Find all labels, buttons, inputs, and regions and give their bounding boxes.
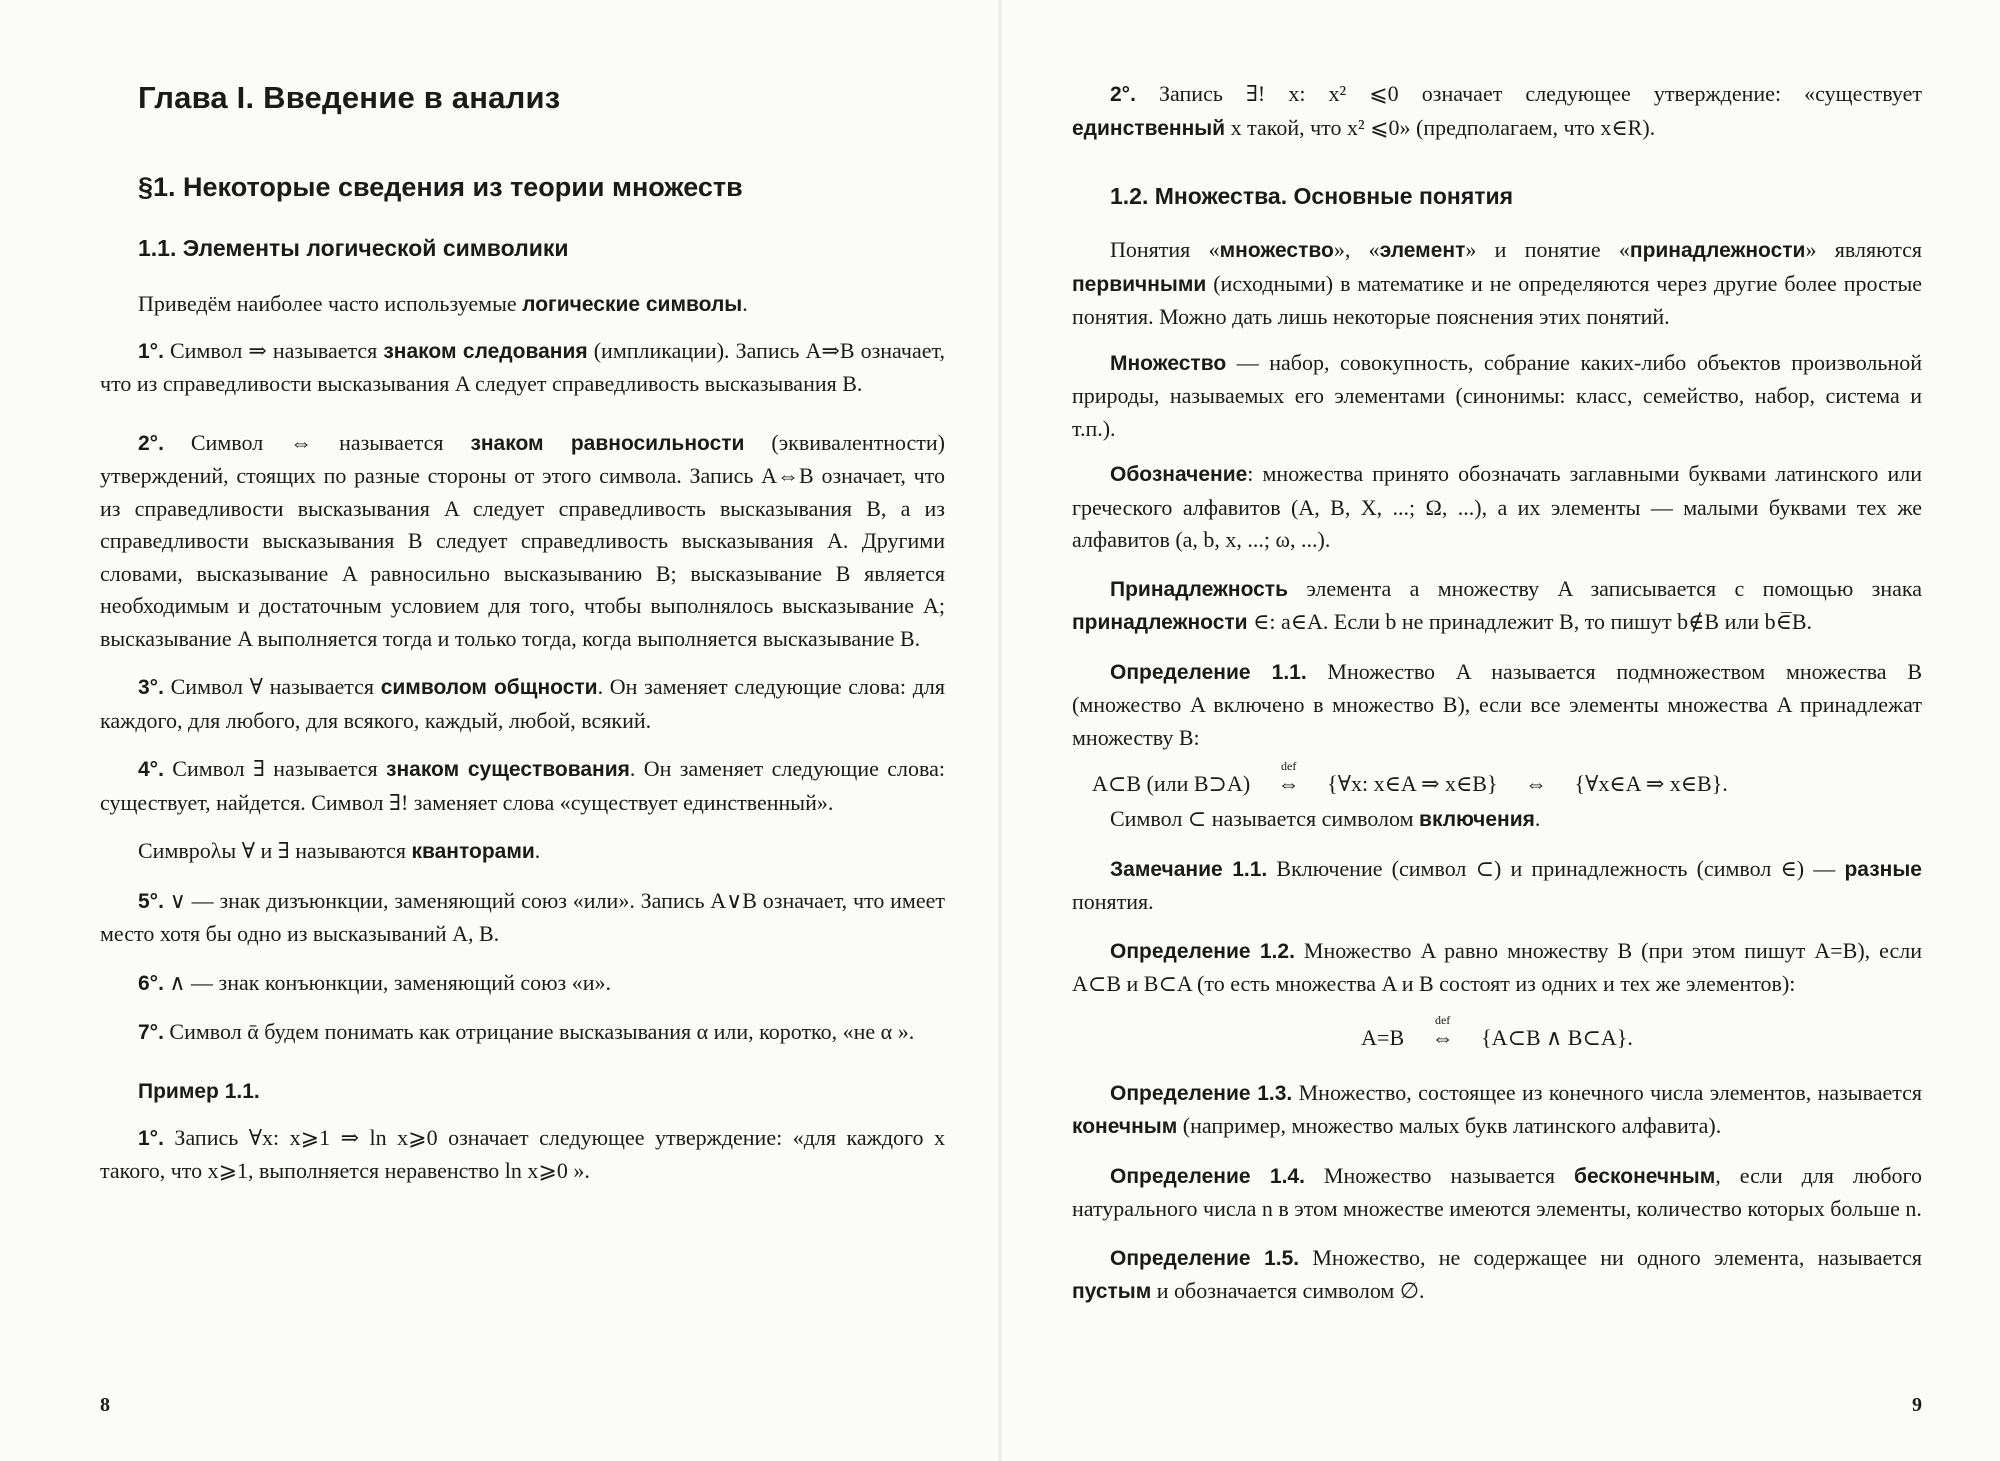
intro-paragraph: Приведём наиболее часто используемые логические символы. <box>138 291 748 316</box>
definition-1-3: Определение 1.3. Множество, состоящее из конечного числа элементов, называется конечным (например, множество малых букв латинского алфавита). <box>1072 1079 1922 1138</box>
inclusion-paragraph: Символ ⊂ называется символом включения. <box>1110 806 1541 831</box>
formula-subset-right: {∀x∈A ⇒ x∈B}. <box>1574 771 1728 796</box>
equivalence-arrow: ⇔ <box>1525 771 1548 796</box>
page-number-left: 8 <box>100 1394 110 1416</box>
example-2: 2°. Запись ∃! x: x² ⩽0 означает следующее утверждение: «существует единственный x такой, что x² ⩽0» (предполагаем, что x∈R). <box>1072 81 1922 140</box>
def-equivalence-arrow-2: def ⇔ <box>1431 1012 1454 1050</box>
example-title: Пример 1.1. <box>138 1079 260 1103</box>
concepts-paragraph: Понятия «множество», «элемент» и понятие «принадлежности» являются первичными (исходными) в математике и не определяются через другие более простые понятия. Можно дать лишь некоторые пояснения этих понятий. <box>1072 237 1923 329</box>
item-2: 2°. Символ ⇔ называется знаком равносильности (эквивалентности) утверждений, стоящих по разные стороны от этого символа. Запись A⇔B означает, что из справедливости высказывания A следует справедливость высказывания B, а из справедливости высказывания B следует справедливость высказывания A. Другими словами, высказывание A равносильно высказыванию B; высказывание B является необходимым и достаточным условием для того, чтобы выполнялось высказывание A; высказывание A выполняется тогда и только тогда, когда выполняется высказывание B. <box>100 429 946 651</box>
remark-1-1: Замечание 1.1. Включение (символ ⊂) и принадлежность (символ ∈) — разные понятия. <box>1072 855 1922 914</box>
def-equivalence-arrow: def ⇔ <box>1277 759 1300 796</box>
formula-subset-mid: {∀x: x∈A ⇒ x∈B} <box>1327 771 1498 796</box>
page-number-right: 9 <box>1912 1394 1922 1416</box>
formula-subset-left: A⊂B (или B⊃A) <box>1092 771 1251 796</box>
formula-equality-right: {A⊂B ∧ B⊂A}. <box>1481 1024 1633 1050</box>
item-3: 3°. Символ ∀ называется символом общности. Он заменяет следующие слова: для каждого, для любого, для всякого, каждый, любой, всякий. <box>100 674 945 733</box>
definition-1-2: Определение 1.2. Множество A равно множеству B (при этом пишут A=B), если A⊂B и B⊂A (то есть множества A и B состоят из одних и тех же элементов): <box>1072 937 1922 996</box>
set-definition: Множество — набор, совокупность, собрание каких-либо объектов произвольной природы, называемых его элементами (синонимы: класс, семейство, набор, система и т.п.). <box>1072 349 1922 441</box>
item-1: 1°. Символ ⇒ называется знаком следования (импликации). Запись A⇒B означает, что из справедливости высказывания A следует справедливость высказывания B. <box>100 337 945 396</box>
subsection-title: 1.1. Элементы логической символики <box>138 235 569 261</box>
formula-subset <box>1092 759 1922 801</box>
formula-equality <box>1072 1012 1922 1055</box>
item-4: 4°. Символ ∃ называется знаком существования. Он заменяет следующие слова: существует, найдется. Символ ∃! заменяет слова «существует единственный». <box>100 756 945 815</box>
quantors-paragraph: Симврολы ∀ и ∃ называются кванторами. <box>138 838 541 863</box>
chapter-title: Глава I. Введение в анализ <box>138 80 561 115</box>
right-page <box>1000 0 2000 1461</box>
definition-1-4: Определение 1.4. Множество называется бесконечным, если для любого натурального числа n в этом множестве имеются элементы, количество которых больше n. <box>1072 1162 1922 1221</box>
notation-paragraph: Обозначение: множества принято обозначать заглавными буквами латинского или греческого алфавитов (A, B, X, ...; Ω, ...), а их элементы — малыми буквами тех же алфавитов (a, b, x, ...; ω, ...). <box>1072 461 1922 552</box>
formula-equality-left: A=B <box>1361 1024 1405 1050</box>
example-1: 1°. Запись ∀x: x⩾1 ⇒ ln x⩾0 означает следующее утверждение: «для каждого x такого, что x⩾1, выполняется неравенство ln x⩾0 ». <box>100 1124 945 1183</box>
item-7: 7°. Символ ᾱ будем понимать как отрицание высказывания α или, коротко, «не α ». <box>138 1019 915 1044</box>
membership-paragraph: Принадлежность элемента a множеству A записывается с помощью знака принадлежности ∈: a∈A. Если b не принадлежит B, то пишут b∉B или b∈̅B. <box>1072 575 1922 634</box>
item-6: 6°. ∧ — знак конъюнкции, заменяющий союз «и». <box>138 969 612 995</box>
item-5: 5°. ∨ — знак дизъюнкции, заменяющий союз «или». Запись A∨B означает, что имеет место хотя бы одно из высказываний A, B. <box>100 887 945 946</box>
definition-1-5: Определение 1.5. Множество, не содержащее ни одного элемента, называется пустым и обозначается символом ∅. <box>1072 1244 1922 1303</box>
definition-1-1: Определение 1.1. Множество A называется подмножеством множества B (множество A включено в множество B), если все элементы множества A принадлежат множеству B: <box>1072 658 1922 750</box>
subsection-title-1-2: 1.2. Множества. Основные понятия <box>1110 183 1514 209</box>
section-title: §1. Некоторые сведения из теории множеств <box>138 172 743 202</box>
